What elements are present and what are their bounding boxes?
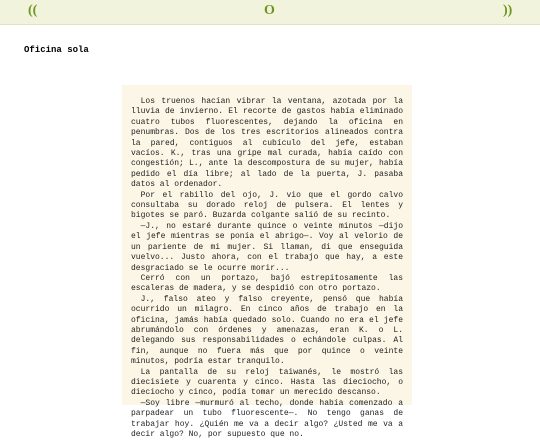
home-link[interactable]: O [264,3,275,18]
story-paragraph: —J., no estaré durante quince o veinte minutos —dijo el jefe mientras se ponía el abrigo—. Voy al velorio de un pariente de mi mujer. Si llaman, di que enseguida vuelvo... Justo ahora, con el trabajo que hay, a este desgraciado se le ocurre morir... [131,221,403,273]
story-paragraph: J., falso ateo y falso creyente, pensó que había ocurrido un milagro. En cinco años de trabajo en la oficina, jamás había quedado solo. Cuando no era el jefe abrumándolo con órdenes y amenazas, eran K. o L. delegando sus responsabilidades o echándole culpas. Al fin, aunque no fuera más que por quince o veinte minutos, podría estar tranquilo. [131,294,403,367]
story-paragraph: Por el rabillo del ojo, J. vio que el gordo calvo consultaba su dorado reloj de pulsera. El lentes y bigotes se paró. Buzarda colgante salió de su recinto. [131,190,403,221]
next-page-link[interactable]: )) [503,3,513,18]
previous-page-link[interactable]: (( [28,3,38,18]
top-navigation-bar [0,0,540,25]
story-body [131,97,403,440]
story-text-panel [122,85,412,439]
story-paragraph: Cerró con un portazo, bajó estrepitosamente las escaleras de madera, y se despidió con otro portazo. [131,273,403,294]
story-paragraph: Los truenos hacían vibrar la ventana, azotada por la lluvia de invierno. El recorte de gastos había eliminado cuatro tubos fluorescentes, dejando la oficina en penumbras. Dos de los tres escritorios alineados contra la pared, contiguos al cubículo del jefe, estaban vacíos. K., tras una gripe mal curada, había caído con congestión; L., ante la descompostura de su mujer, había pedido el día libre; al lado de la puerta, J. pasaba datos al ordenador. [131,97,403,190]
story-paragraph: —Soy libre —murmuró al techo, donde había comenzado a parpadear un tubo fluorescente—. No tengo ganas de trabajar hoy. ¿Quién me va a decir algo? ¿Usted me va a decir algo? No, por supuesto que no. [131,398,403,439]
story-paragraph: La pantalla de su reloj taiwanés, le mostró las diecisiete y cuarenta y cinco. Hasta las dieciocho, o dieciocho y cinco, podía tomar un merecido descanso. [131,367,403,398]
story-title: Oficina sola [24,45,89,55]
